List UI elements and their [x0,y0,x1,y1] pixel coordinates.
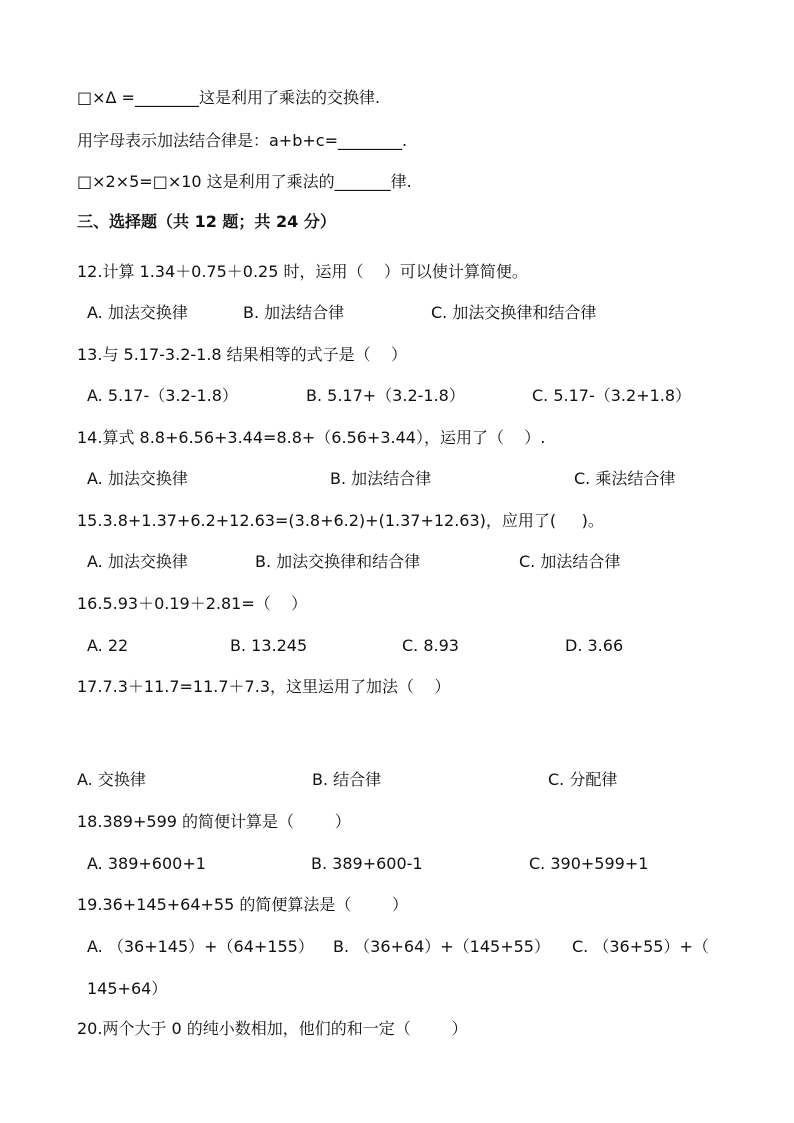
q16-option-a: A. 22 [87,636,129,655]
question-12: 12.计算 1.34＋0.75＋0.25 时，运用（ ）可以使计算简便。 [77,262,528,281]
question-20: 20.两个大于 0 的纯小数相加，他们的和一定（ ） [77,1019,468,1038]
q19-option-a: A. （36+145）+（64+155） [87,937,314,956]
section-heading: 三、选择题（共 12 题；共 24 分） [77,212,336,231]
q19-option-c: C. （36+55）+（ [572,937,709,956]
q16-option-b: B. 13.245 [230,636,308,655]
q18-option-b: B. 389+600-1 [311,854,423,873]
question-17: 17.7.3＋11.7=11.7＋7.3，这里运用了加法（ ） [77,677,451,696]
question-18: 18.389+599 的简便计算是（ ） [77,812,351,831]
q14-option-b: B. 加法结合律 [330,469,432,488]
q14-option-a: A. 加法交换律 [87,469,188,488]
fill-line-2: 用字母表示加法结合律是：a+b+c=________. [77,131,408,150]
q17-option-b: B. 结合律 [312,770,382,789]
q13-option-b: B. 5.17+（3.2-1.8） [306,386,465,405]
question-13: 13.与 5.17-3.2-1.8 结果相等的式子是（ ） [77,345,408,364]
fill-line-1: □×Δ =________这是利用了乘法的交换律. [77,88,381,107]
q19-option-b: B. （36+64）+（145+55） [333,937,550,956]
question-14: 14.算式 8.8+6.56+3.44=8.8+（6.56+3.44），运用了（ ）. [77,428,546,447]
q12-option-a: A. 加法交换律 [87,303,188,322]
question-15: 15.3.8+1.37+6.2+12.63=(3.8+6.2)+(1.37+12.63)，应用了( )。 [77,511,604,530]
q13-option-c: C. 5.17-（3.2+1.8） [532,386,692,405]
q19-option-c-continued: 145+64） [87,979,168,998]
q14-option-c: C. 乘法结合律 [574,469,676,488]
q13-option-a: A. 5.17-（3.2-1.8） [87,386,238,405]
q15-option-c: C. 加法结合律 [519,552,621,571]
question-19: 19.36+145+64+55 的简便算法是（ ） [77,895,409,914]
q15-option-a: A. 加法交换律 [87,552,188,571]
q12-option-c: C. 加法交换律和结合律 [431,303,597,322]
q17-option-c: C. 分配律 [548,770,618,789]
q17-option-a: A. 交换律 [77,770,146,789]
q18-option-c: C. 390+599+1 [529,854,649,873]
question-16: 16.5.93＋0.19＋2.81=（ ） [77,594,308,613]
q16-option-d: D. 3.66 [565,636,624,655]
q18-option-a: A. 389+600+1 [87,854,206,873]
q16-option-c: C. 8.93 [402,636,459,655]
q12-option-b: B. 加法结合律 [243,303,345,322]
fill-line-3: □×2×5=□×10 这是利用了乘法的_______律. [77,172,412,191]
q15-option-b: B. 加法交换律和结合律 [255,552,421,571]
